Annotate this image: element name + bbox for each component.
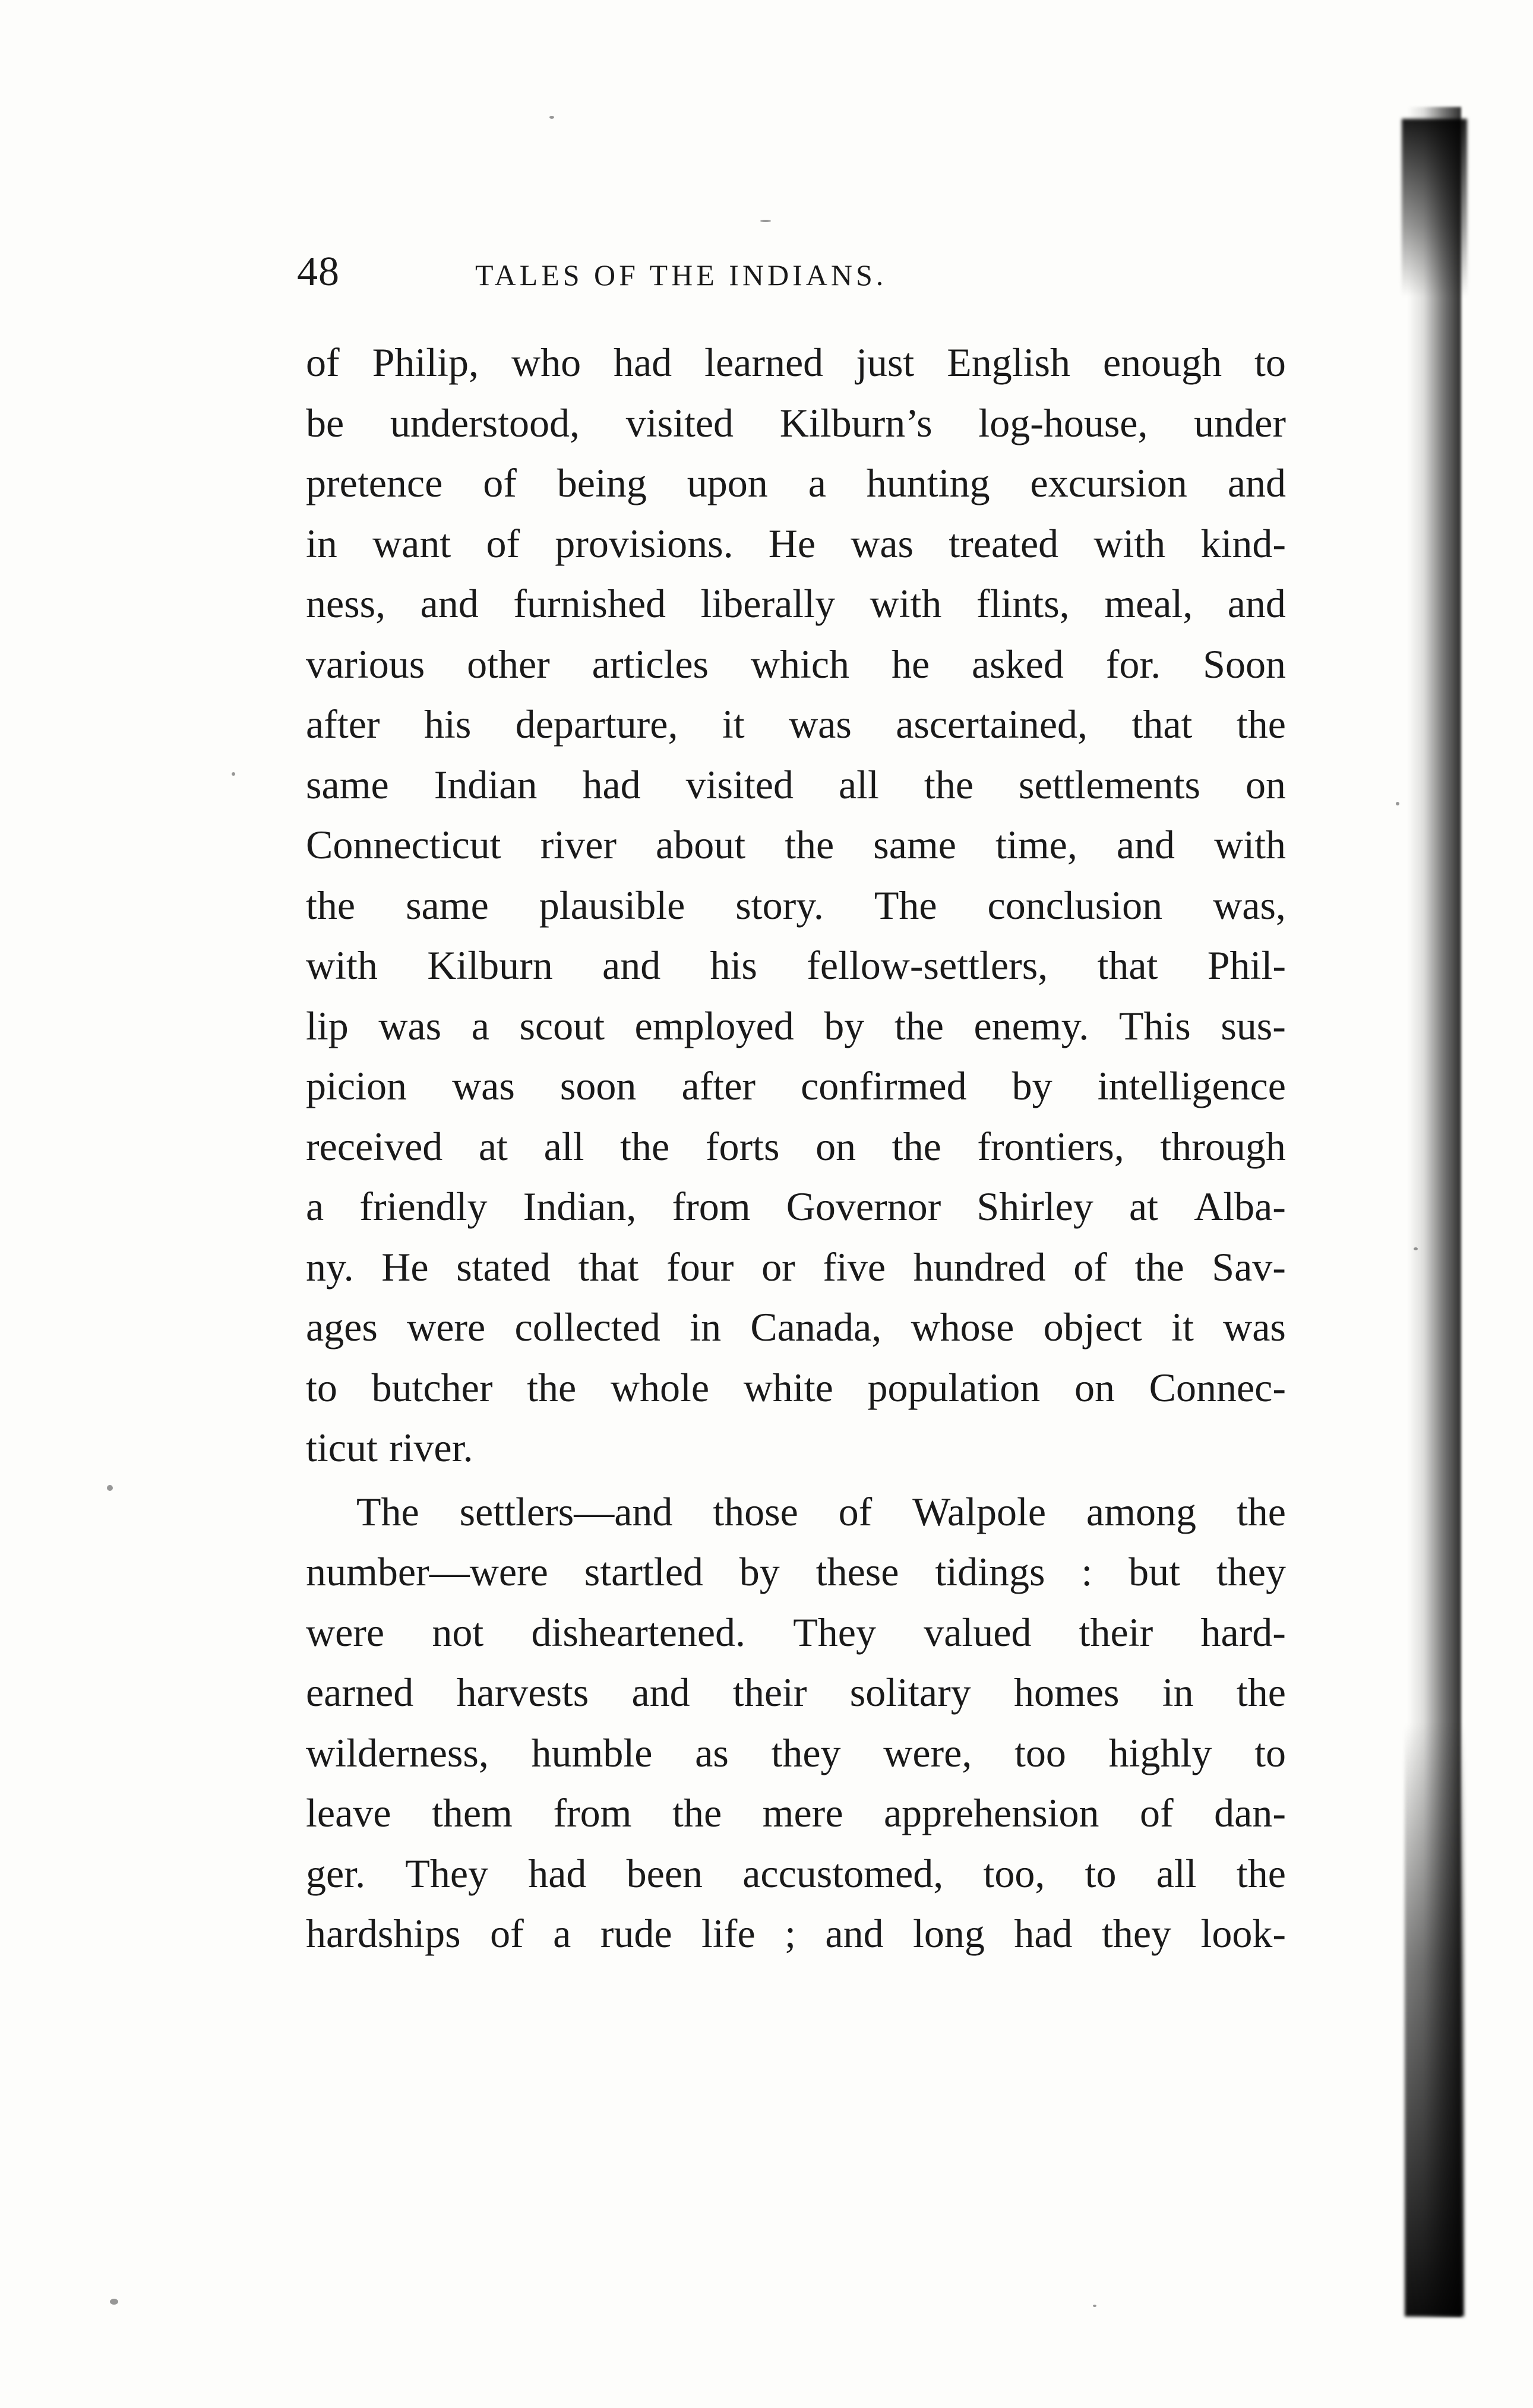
text-line: were not disheartened. They valued their hard-: [306, 1609, 1286, 1655]
scan-speckle: [760, 220, 771, 222]
scan-edge-bottom: [1405, 1723, 1464, 2317]
scan-speckle: [549, 116, 554, 119]
text-line: number—were startled by these tidings : but they: [306, 1549, 1286, 1594]
scan-speckle: [1396, 802, 1399, 805]
page-header: [297, 242, 1307, 308]
text-line: The settlers—and those of Walpole among the: [356, 1489, 1286, 1534]
scan-edge-top: [1402, 119, 1467, 297]
scan-speckle: [232, 772, 235, 776]
text-line: ger. They had been accustomed, too, to all the: [306, 1850, 1286, 1896]
text-line: Connecticut river about the same time, and with: [306, 822, 1286, 867]
text-line: received at all the forts on the frontiers, through: [306, 1123, 1286, 1169]
text-line: hardships of a rude life ; and long had they look-: [306, 1911, 1286, 1956]
page-number: 48: [297, 249, 340, 295]
text-line: ticut river.: [306, 1425, 473, 1470]
text-line: lip was a scout employed by the enemy. This sus-: [306, 1003, 1286, 1048]
text-line: wilderness, humble as they were, too highly to: [306, 1730, 1286, 1775]
text-line: ages were collected in Canada, whose object it was: [306, 1304, 1286, 1350]
scan-speckle: [110, 2299, 118, 2305]
text-line: be understood, visited Kilburn’s log-house, under: [306, 400, 1286, 445]
text-line: ness, and furnished liberally with flints, meal, and: [306, 581, 1286, 626]
text-line: after his departure, it was ascertained, that the: [306, 701, 1286, 747]
text-line: to butcher the whole white population on Connec-: [306, 1364, 1286, 1410]
text-line: various other articles which he asked for. Soon: [306, 641, 1286, 687]
text-line: same Indian had visited all the settlements on: [306, 761, 1286, 807]
text-line: in want of provisions. He was treated with kind-: [306, 520, 1286, 566]
text-line: ny. He stated that four or five hundred of the Sav-: [306, 1244, 1286, 1290]
text-line: leave them from the mere apprehension of dan-: [306, 1790, 1286, 1835]
paragraph-2: [306, 1482, 1286, 1964]
text-line: picion was soon after confirmed by intelligence: [306, 1063, 1286, 1108]
paragraph-1: [306, 333, 1286, 1478]
scan-speckle: [1093, 2305, 1096, 2307]
text-line: a friendly Indian, from Governor Shirley at Alba-: [306, 1184, 1286, 1229]
scan-speckle: [107, 1485, 113, 1491]
text-line: with Kilburn and his fellow-settlers, that Phil-: [306, 943, 1286, 988]
text-line: pretence of being upon a hunting excursion and: [306, 460, 1286, 505]
running-head: TALES OF THE INDIANS.: [475, 258, 887, 292]
text-line: the same plausible story. The conclusion was,: [306, 882, 1286, 928]
text-line: of Philip, who had learned just English enough to: [306, 340, 1286, 385]
body-text: [306, 333, 1286, 1964]
scan-speckle: [1414, 1247, 1418, 1250]
text-line: earned harvests and their solitary homes in the: [306, 1670, 1286, 1715]
